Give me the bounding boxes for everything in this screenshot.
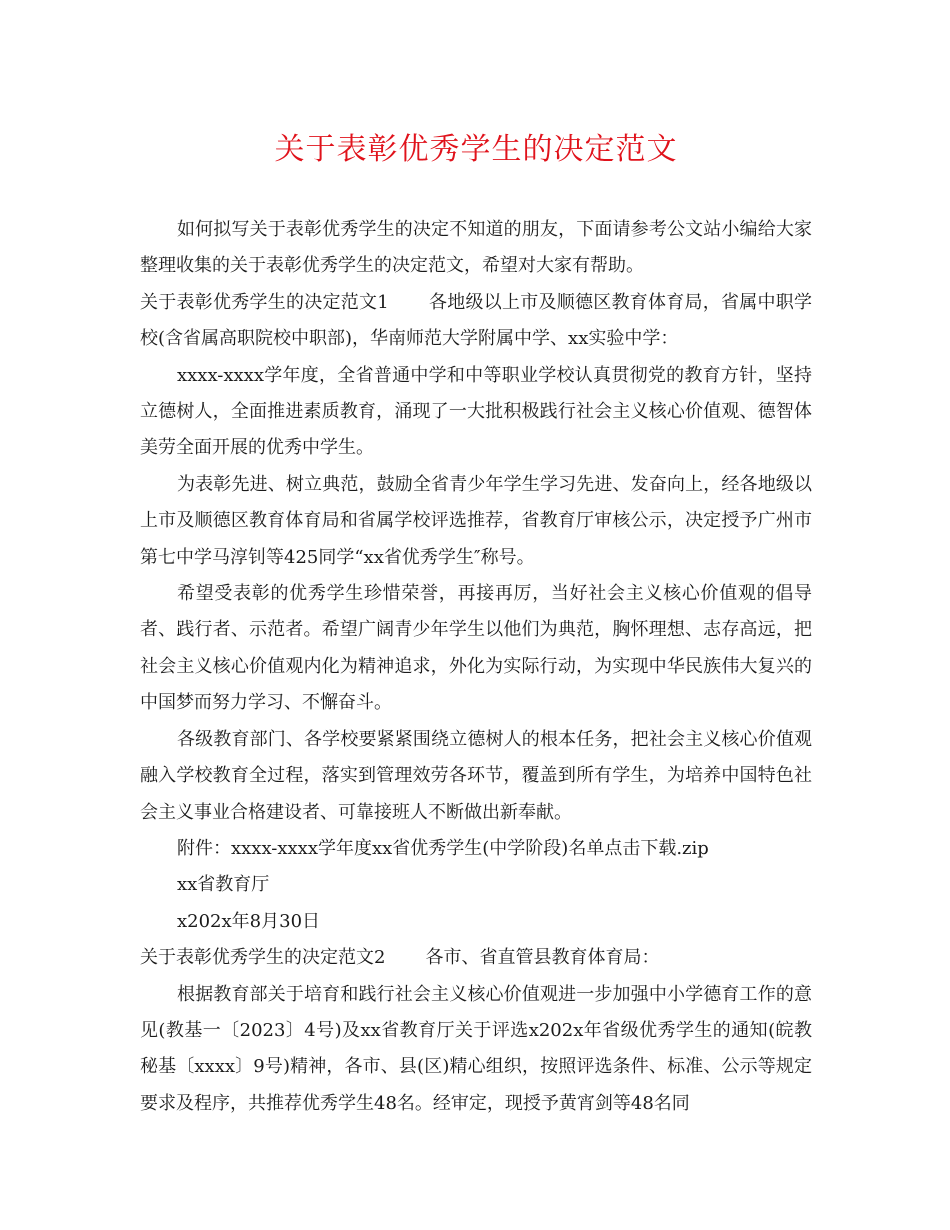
sample1-paragraph-3: 希望受表彰的优秀学生珍惜荣誉，再接再厉，当好社会主义核心价值观的倡导者、践行者、示范者。希望广阔青少年学生以他们为典范，胸怀理想、志存高远，把社会主义核心价值观内化为精神追求，外化为实际行动，为实现中华民族伟大复兴的中国梦而努力学习、不懈奋斗。 — [140, 583, 812, 714]
sample2-heading: 关于表彰优秀学生的决定范文2 — [140, 947, 386, 969]
sample1-paragraph-4: 各级教育部门、各学校要紧紧围绕立德树人的根本任务，把社会主义核心价值观融入学校教育全过程，落实到管理效劳各环节，覆盖到所有学生，为培养中国特色社会主义事业合格建设者、可靠接班人不断做出新奉献。 — [140, 728, 812, 823]
sample1-heading: 关于表彰优秀学生的决定范文1 — [140, 291, 389, 313]
sample1-salutation: 各地级以上市及顺德区教育体育局，省属中职学校(含省属高职院校中职部)，华南师范大学附属中学、xx实验中学： — [140, 291, 812, 350]
sample1-attachment[interactable]: 附件：xxxx-xxxx学年度xx省优秀学生(中学阶段)名单点击下载.zip — [177, 837, 709, 859]
sample1-heading-line — [140, 285, 812, 358]
sample1-paragraph-1: xxxx-xxxx学年度，全省普通中学和中等职业学校认真贯彻党的教育方针，坚持立德树人，全面推进素质教育，涌现了一大批积极践行社会主义核心价值观、德智体美劳全面开展的优秀中学生。 — [140, 364, 812, 459]
sample1-paragraph-2: 为表彰先进、树立典范，鼓励全省青少年学生学习先进、发奋向上，经各地级以上市及顺德区教育体育局和省属学校评选推荐，省教育厅审核公示，决定授予广州市第七中学马淳钊等425同学“xx省优秀学生″称号。 — [140, 473, 812, 568]
document-page — [140, 118, 812, 1122]
sample2-heading-line — [140, 940, 812, 976]
sample2-paragraph: 根据教育部关于培育和践行社会主义核心价值观进一步加强中小学德育工作的意见(教基一〔2023〕4号)及xx省教育厅关于评选x202x年省级优秀学生的通知(皖教秘基〔xxxx〕9号)精神，各市、县(区)精心组织，按照评选条件、标准、公示等规定要求及程序，共推荐优秀学生48名。经审定，现授予黄宵剑等48名同 — [140, 983, 812, 1114]
intro-paragraph: 如何拟写关于表彰优秀学生的决定不知道的朋友，下面请参考公文站小编给大家整理收集的关于表彰优秀学生的决定范文，希望对大家有帮助。 — [140, 219, 812, 277]
sample2-salutation: 各市、省直管县教育体育局： — [425, 947, 660, 969]
sample1-date: x202x年8月30日 — [177, 910, 321, 932]
document-title: 关于表彰优秀学生的决定范文 — [274, 132, 678, 167]
sample1-issuer: xx省教育厅 — [177, 874, 270, 896]
